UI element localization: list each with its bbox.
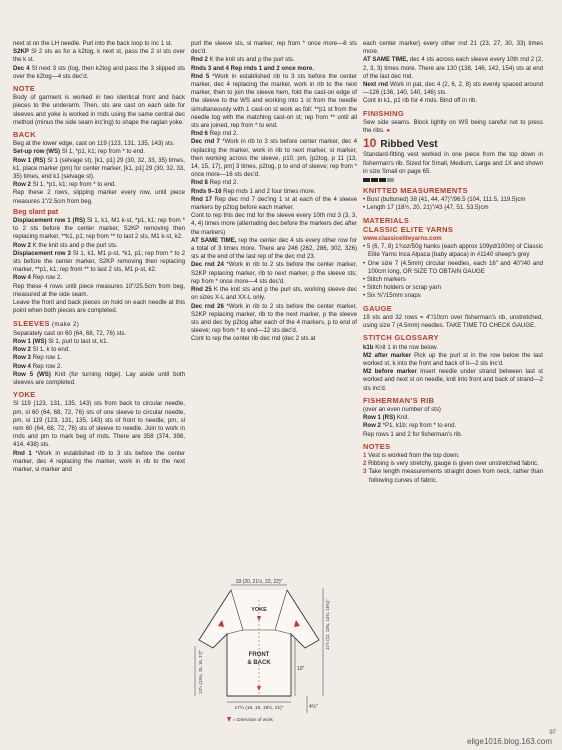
text: next st on the LH needle. Purl into the back loop to inc 1 st. [13,40,173,47]
heading-slant-pat: Beg slant pat [13,206,59,216]
instruction: Row 1 (RS) Sl 1 (selvage st), [k1, p1] 29 (30, 32, 33, 35) times, k1, place marker (pm) for center marker, [k1, p1] 29 (30, 32, 33, 35) times, end k1 (selvage st). [13,156,185,181]
heading-measurements: KNITTED MEASUREMENTS [363,186,468,196]
schematic-top-label: 19 (20, 21½, 22, 22)" [235,579,283,585]
schematic-left-label: 12½ (13¾, 15, 16, 17)" [198,650,203,694]
schematic-10in-label: 10" [297,666,305,672]
instruction: AT SAME TIME, dec 4 sts across each sleeve every 10th rnd 2 (2, 2, 3, 3) times more. There are 130 (138, 146, 142, 154) sts at end of the last dec rnd. [363,56,543,80]
text: Rep these 2 rows, slipping marker every row, until piece measures 1"/2.5cm from beg. [13,189,185,205]
schematic-4half-label: 4½" [309,704,318,710]
heading-gauge: GAUGE [363,303,393,313]
instruction: Row 2 Sl 1, *p1, k1; rep from * to end. [13,181,116,189]
measurement-item: • Bust (buttoned) 38 (41, 44, 47)"/96.5 (104, 111.5, 119.5)cm [363,196,526,204]
material-item: • Stitch holders or scrap yarn [363,284,441,292]
note-item: 2 Ribbing is very stretchy, gauge is given over unstretched fabric. [363,460,539,468]
instruction: Rnd 1 *Work in established rib to 3 sts before the center marker, dec 4 replacing the marker, work in rib to the next marker, sl marker and [13,449,185,473]
watermark-url: elige1016.blog.163.com [467,737,552,746]
column-3 [363,40,543,485]
instruction: Rnds 9–16 Rep rnds 1 and 2 four times more. [191,187,316,195]
glossary-item: k1b Knit 1 in the row below. [363,343,438,351]
heading-materials: MATERIALS [363,215,410,225]
instruction: Next rnd Work in pat, dec 4 (2, 6, 2, 8) sts evenly spaced around—126 (136, 140, 140, 146) sts. [363,81,543,97]
heading-notes: NOTES [363,441,391,451]
text: (over an even number of sts) [363,405,441,413]
heading-stitch-glossary: STITCH GLOSSARY [363,333,439,343]
material-item: • Stitch markers [363,276,406,284]
text: Cont to rep this dec rnd for the sleeve every 10th rnd 3 (3, 3, 4, 4) times more (alternating dec before the markers dec after the markers) [191,212,357,236]
instruction: Rnd 25 K the knit sts and p the purl sts, working sleeve dec on sizes X-L and XX-L only. [191,286,357,302]
heading-back: BACK [13,130,36,140]
abbrev-dec4: Dec 4 Sl next 3 sts (tog, then k2tog and pass the 3 slipped sts over the k2tog—4 sts dec'd. [13,64,185,80]
text: Leave the front and back pieces on hold on each needle at this point when both pieces are completed. [13,299,185,315]
column-2 [191,40,357,344]
text: Cont to rep the center rib dec rnd (dec 2 sts at [191,335,316,343]
project-description: Standard-fitting vest worked in one piece from the top down in fisherman's rib. Sized for Small, Medium, Large and 1X and shown in size Small on page 65. [363,151,544,175]
schematic-bottom-label: 17½ (18, 19, 19½, 21)" [234,706,284,711]
instruction: Row 1 (RS) Knit. [363,414,410,422]
note-text: Body of garment is worked in two identical front and back pieces to the underarm. Then, sts are cast on each side for sleeves and yoke is worked in rnds using the same central dec method (minus the side seam inc'ing) to shape the raglan yoke. [13,94,185,126]
garment-schematic [191,578,357,733]
heading-note: NOTE [13,84,36,94]
text: purl the sleeve sts, sl marker, rep from * once more—8 sts dec'd. [191,40,357,56]
heading-fishermans-rib: FISHERMAN'S RIB [363,395,435,405]
instruction: Dec rnd 7 *Work in rib to 3 sts before center marker, dec 4 replacing the marker, work in rib to next marker, sl marker, then working across the sleeve, p10, pm, [p2tog, p 11 (13, 14, 15, 17), pm] 3 times, p2tog, p to end of sleeve; rep from * once more—16 sts dec'd. [191,138,357,179]
instruction: Row 4 Rep row 2. [13,274,63,282]
text: Rep rows 1 and 2 for fisherman's rib. [363,430,463,438]
instruction: Row 3 Rep row 1. [13,354,63,362]
instruction: Rnd 17 Rep dec rnd 7 dec'ing 1 st at each of the 4 sleeve markers by p2tog before each marker. [191,195,357,212]
text: Cont in k1, p1 rib for 4 rnds. Bind off in rib. [363,97,478,105]
heading-finishing: FINISHING [363,108,404,118]
text: Sew side seams. Block lightly on WS being careful not to press the ribs. ● [363,118,543,135]
project-title: 10 Ribbed Vest [363,136,438,151]
material-item: • One size 7 (4.5mm) circular needles, each 16" and 40"/40 and 100cm long, OR SIZE TO OBTAIN GAUGE [363,259,543,275]
instruction: Rnd 5 *Work in established rib to 3 sts before the center marker, dec 4 replacing the marker, work in rib to the next marker, then to join the sleeve hem, fold the cast-on edge of the sleeve to the WS and working into 1 st from the needle simultaneously with 1 cast-on st work as foll: **p1 st from the needle tog with the matching cast-on st; rep from ** until all sts are joined, rep from * to end. [191,72,357,130]
glossary-item: M2 before marker Insert needle under strand between last st worked and next st on needle, knit into front and back of strand—2 sts inc'd. [363,368,543,392]
instruction: Row 2 *P1, k1b; rep from * to end. [363,422,457,430]
instruction: Dec rnd 24 *Work in rib to 2 sts before the center marker, S2KP replacing marker, rib to next marker, p the sleeve sts; rep from * once more—4 sts dec'd. [191,261,357,285]
text: each center marker) every other rnd 21 (23, 27, 30, 33) times more. [363,40,543,56]
text: Beg at the lower edge, cast on 119 (123, 131, 135, 143) sts. [13,140,175,148]
material-item: • Six ⅜"/15mm snaps [363,292,421,300]
instruction: Row 2 Sl 1, k to end. [13,346,70,354]
yarn-brand: CLASSIC ELITE YARNS [363,224,454,234]
schematic-back-label: & BACK [247,660,271,666]
column-1 [13,40,185,474]
yarn-url-link[interactable]: www.classiceliteyarns.com [363,235,442,243]
schematic-front-label: FRONT [248,652,270,658]
skill-level-icon [363,177,543,183]
heading-sleeves: SLEEVES (make 2) [13,318,80,328]
text: Sl 119 (123, 131, 135, 143) sts from back to circular needle, pm, sl 60 (64, 68, 72, 76) sts of one sleeve to circular needle, pm, sl 119 (123, 131, 135, 143) sts of front to needle, pm, sl rem 60 (64, 68, 72, 76) sts of sleeve to needle. Join to work in rnds and pm to mark beg of rnds. There are 358 (374, 398, 414, 438) sts. [13,400,185,449]
instruction: Set-up row (WS) Sl 1, *p1, k1; rep from * to end. [13,148,146,156]
instruction: AT SAME TIME, rep the center dec 4 sts every other row for a total of 3 times more. There are 246 (262, 286, 302, 326) sts at the end of the last rep of the dec rnd 23. [191,236,357,261]
text: Separately cast on 60 (64, 68, 72, 76) sts. [13,329,127,337]
instruction: Displacement row 3 Sl 1, k1, M1 p-st, *k1, p1; rep from * to 2 sts before the center marker, S2KP removing then replacing marker, **p1, k1; rep from ** to last 2 sts, M1 p-st, k2. [13,249,185,274]
schematic-right-label: 11½ (12, 13¾, 14¾, 15¾)" [325,599,330,650]
instruction: Rnd 2 K the knit sts and p the purl sts. [191,56,295,64]
measurement-item: • Length 17 (18½, 20, 21)"/43 (47, 51, 53.5)cm [363,204,489,212]
instruction: Displacement row 1 (RS) Sl 1, k1, M1 k-st, *p1, k1; rep from * to 2 sts before the center marker, S2KP removing then replacing marker, **k1, p1; rep from ** to last 2 sts, M1 k-st, k2. [13,217,186,241]
material-item: • 5 (6, 7, 8) 1¾oz/50g hanks (each approx 109yd/100m) of Classic Elite Yarns Inca Alpaca (baby alpaca) in #1140 sheep's grey [363,243,543,259]
schematic-direction-label: = Direction of work [233,718,273,723]
instruction: Rnd 6 Rep rnd 2. [191,130,239,138]
instruction: Row 1 (WS) Sl 1, purl to last st, k1. [13,337,109,345]
instruction: Rnd 8 Rep rnd 2. [191,179,239,187]
gauge-text: 19 sts and 32 rows = 4"/10cm over fisherman's rib, unstretched, using size 7 (4.5mm) needles. TAKE TIME TO CHECK GAUGE. [363,313,543,330]
schematic-yoke-label: YOKE [251,607,267,613]
text: Rep these 4 rows until piece measures 10"/25.5cm from beg, measured at the side seam. [13,282,185,298]
instruction: Row 2 K the knit sts and p the purl sts. [13,241,118,249]
glossary-item: M2 after marker Pick up the purl st in the row below the last worked st, k into the front and back of it—2 sts inc'd. [363,351,544,367]
instruction: Dec rnd 26 *Work in rib to 2 sts before the center marker, S2KP replacing marker, rib to the next marker, p the sleeve sts and dec by p2tog after each of the 4 markers, p to end of sleeve; rep from * to end—12 sts dec'd. [191,302,357,335]
heading-yoke: YOKE [13,390,36,400]
instruction: Row 5 (WS) Knit (for turning ridge). Lay aside until both sleeves are completed. [13,370,185,386]
instruction: Rnds 3 and 4 Rep rnds 1 and 2 once more. [191,64,314,72]
page-number: 97 [549,730,556,736]
instruction: Row 4 Rep row 2. [13,362,63,370]
note-item: 1 Vest is worked from the top down. [363,451,460,459]
note-item: 3 Take length measurements straight down from neck, rather than following curves of fabric. [363,468,544,484]
abbrev-s2kp: S2KP Sl 2 sts as for a k2tog, k next st, pass the 2 sl sts over the k st. [13,48,185,64]
